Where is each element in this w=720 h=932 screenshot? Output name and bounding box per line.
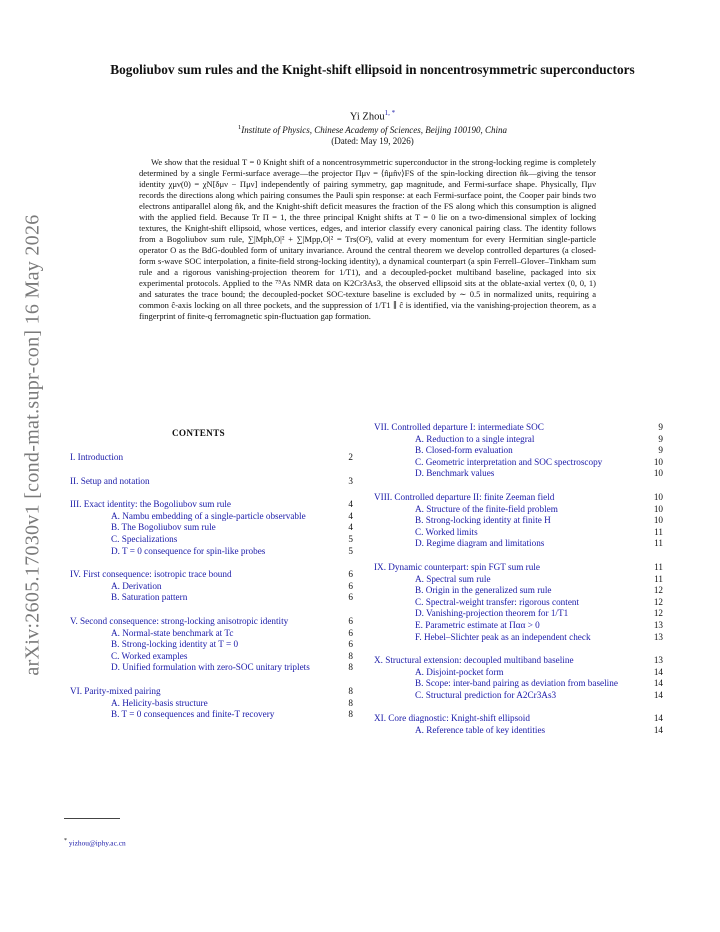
toc-entry-label[interactable]: B. The Bogoliubov sum rule bbox=[111, 522, 216, 533]
toc-subsection-entry[interactable] bbox=[70, 581, 353, 593]
footnote-email-link[interactable]: yizhou@iphy.ac.cn bbox=[68, 838, 126, 848]
paper-title: Bogoliubov sum rules and the Knight-shift ellipsoid in noncentrosymmetric superconductors bbox=[110, 62, 635, 77]
toc-entry-label[interactable]: B. Origin in the generalized sum rule bbox=[415, 585, 552, 596]
toc-entry-label[interactable]: V. Second consequence: strong-locking anisotropic identity bbox=[70, 615, 289, 626]
toc-entry-label[interactable]: A. Disjoint-pocket form bbox=[415, 666, 504, 677]
toc-page-number: 10 bbox=[653, 468, 663, 479]
toc-page-number: 3 bbox=[348, 475, 353, 486]
toc-entry-label[interactable]: B. Strong-locking identity at T = 0 bbox=[111, 639, 239, 650]
toc-entry-label[interactable]: A. Normal-state benchmark at Tc bbox=[111, 627, 234, 638]
author-name: Yi Zhou bbox=[349, 111, 385, 123]
toc-page-number: 14 bbox=[653, 725, 663, 736]
toc-subsection-entry[interactable] bbox=[70, 511, 353, 523]
toc-section-entry[interactable] bbox=[374, 492, 663, 504]
footnote-rule bbox=[64, 818, 120, 819]
toc-entry-label[interactable]: C. Specializations bbox=[111, 533, 178, 544]
toc-subsection-entry[interactable] bbox=[374, 468, 663, 480]
toc-entry-label[interactable]: I. Introduction bbox=[70, 452, 124, 462]
toc-entry-label[interactable]: D. Vanishing-projection theorem for 1/T1 bbox=[415, 608, 569, 619]
toc-subsection-entry[interactable] bbox=[374, 585, 663, 597]
toc-page-number: 13 bbox=[653, 631, 663, 642]
toc-page-number: 5 bbox=[348, 533, 353, 544]
toc-subsection-entry[interactable] bbox=[70, 709, 353, 721]
toc-page-number: 14 bbox=[653, 666, 663, 677]
toc-page-number: 11 bbox=[654, 573, 663, 584]
toc-entry-label[interactable]: C. Geometric interpretation and SOC spectroscopy bbox=[415, 456, 603, 467]
toc-page-number: 14 bbox=[653, 689, 663, 700]
toc-entry-label[interactable]: A. Structure of the finite-field problem bbox=[415, 503, 558, 514]
toc-entry-label[interactable]: II. Setup and notation bbox=[70, 475, 150, 486]
toc-entry-label[interactable]: B. Closed-form evaluation bbox=[415, 445, 513, 456]
toc-page-number: 12 bbox=[653, 596, 663, 607]
toc-section-entry[interactable] bbox=[374, 562, 663, 574]
toc-entry-label[interactable]: B. Scope: inter-band pairing as deviation from baseline bbox=[415, 678, 618, 689]
toc-page-number: 6 bbox=[348, 569, 353, 580]
toc-entry-label[interactable]: C. Worked examples bbox=[111, 650, 188, 661]
toc-page-number: 10 bbox=[653, 491, 663, 502]
toc-subsection-entry[interactable] bbox=[374, 690, 663, 702]
toc-section-entry[interactable] bbox=[374, 655, 663, 667]
toc-page-number: 11 bbox=[654, 526, 663, 537]
toc-entry-label[interactable]: C. Structural prediction for A2Cr3As3 bbox=[415, 689, 557, 700]
toc-subsection-entry[interactable] bbox=[70, 662, 353, 674]
toc-entry-label[interactable]: C. Worked limits bbox=[415, 526, 478, 537]
toc-entry-label[interactable]: A. Reduction to a single integral bbox=[415, 433, 535, 444]
toc-page-number: 11 bbox=[654, 538, 663, 549]
toc-entry-label[interactable]: A. Nambu embedding of a single-particle observable bbox=[111, 510, 306, 521]
toc-page-number: 8 bbox=[348, 650, 353, 661]
toc-entry-label[interactable]: A. Reference table of key identities bbox=[415, 725, 546, 736]
toc-entry-label[interactable]: B. Strong-locking identity at finite H bbox=[415, 515, 551, 526]
toc-page-number: 12 bbox=[653, 585, 663, 596]
toc-page-number: 9 bbox=[658, 445, 663, 456]
toc-page-number: 2 bbox=[348, 452, 353, 462]
toc-entry-label[interactable]: D. Regime diagram and limitations bbox=[415, 538, 545, 549]
arxiv-stamp: arXiv:2605.17030v1 [cond-mat.supr-con] 16 May 2026 bbox=[21, 214, 44, 676]
toc-section-entry[interactable] bbox=[374, 422, 663, 434]
toc-right-column bbox=[374, 422, 663, 737]
toc-subsection-entry[interactable] bbox=[70, 628, 353, 640]
toc-subsection-entry[interactable] bbox=[374, 597, 663, 609]
toc-page-number: 4 bbox=[348, 522, 353, 533]
toc-page-number: 10 bbox=[653, 515, 663, 526]
toc-subsection-entry[interactable] bbox=[70, 698, 353, 710]
toc-page-number: 8 bbox=[348, 709, 353, 720]
toc-section-entry[interactable] bbox=[374, 713, 663, 725]
toc-entry-label[interactable]: VI. Parity-mixed pairing bbox=[70, 685, 161, 696]
toc-page-number: 8 bbox=[348, 662, 353, 673]
toc-entry-label[interactable]: III. Exact identity: the Bogoliubov sum rule bbox=[70, 499, 232, 510]
toc-page-number: 10 bbox=[653, 503, 663, 514]
toc-subsection-entry[interactable] bbox=[70, 651, 353, 663]
toc-subsection-entry[interactable] bbox=[374, 515, 663, 527]
author-line bbox=[100, 109, 645, 123]
toc-subsection-entry[interactable] bbox=[374, 620, 663, 632]
toc-subsection-entry[interactable] bbox=[70, 534, 353, 546]
toc-entry-label[interactable]: X. Structural extension: decoupled multiband baseline bbox=[374, 655, 574, 666]
toc-entry-label[interactable]: IX. Dynamic counterpart: spin FGT sum rule bbox=[374, 561, 540, 572]
toc-subsection-entry[interactable] bbox=[70, 546, 353, 558]
affiliation bbox=[100, 124, 645, 135]
footnote-mark: * bbox=[64, 838, 67, 844]
toc-subsection-entry[interactable] bbox=[70, 522, 353, 534]
toc-subsection-entry[interactable] bbox=[374, 678, 663, 690]
toc-subsection-entry[interactable] bbox=[374, 574, 663, 586]
toc-entry-label[interactable]: IV. First consequence: isotropic trace bound bbox=[70, 569, 232, 580]
toc-entry-label[interactable]: VII. Controlled departure I: intermediate SOC bbox=[374, 422, 544, 432]
toc-entry-label[interactable]: E. Parametric estimate at Παα > 0 bbox=[415, 619, 540, 630]
affiliation-text: Institute of Physics, Chinese Academy of Sciences, Beijing 100190, China bbox=[241, 125, 508, 135]
toc-entry-label[interactable]: XI. Core diagnostic: Knight-shift ellipsoid bbox=[374, 713, 530, 724]
toc-entry-label[interactable]: A. Derivation bbox=[111, 580, 162, 591]
toc-page-number: 6 bbox=[348, 615, 353, 626]
toc-page-number: 14 bbox=[653, 678, 663, 689]
toc-page-number: 14 bbox=[653, 713, 663, 724]
toc-page-number: 13 bbox=[653, 655, 663, 666]
toc-entry-label[interactable]: VIII. Controlled departure II: finite Zeeman field bbox=[374, 491, 555, 502]
toc-left-column bbox=[70, 452, 353, 721]
date-line: (Dated: May 19, 2026) bbox=[331, 136, 414, 146]
toc-subsection-entry[interactable] bbox=[374, 632, 663, 644]
toc-entry-label[interactable]: D. Benchmark values bbox=[415, 468, 495, 479]
contents-heading: CONTENTS bbox=[172, 428, 225, 438]
toc-subsection-entry[interactable] bbox=[374, 725, 663, 737]
toc-subsection-entry[interactable] bbox=[374, 445, 663, 457]
toc-page-number: 9 bbox=[658, 433, 663, 444]
toc-subsection-entry[interactable] bbox=[374, 608, 663, 620]
author-marks[interactable]: 1, * bbox=[384, 109, 396, 117]
toc-entry-label[interactable]: D. Unified formulation with zero-SOC unitary triplets bbox=[111, 662, 310, 673]
toc-subsection-entry[interactable] bbox=[374, 434, 663, 446]
toc-subsection-entry[interactable] bbox=[70, 592, 353, 604]
toc-page-number: 6 bbox=[348, 627, 353, 638]
toc-subsection-entry[interactable] bbox=[70, 639, 353, 651]
toc-page-number: 11 bbox=[654, 561, 663, 572]
toc-page-number: 5 bbox=[348, 545, 353, 556]
toc-page-number: 6 bbox=[348, 592, 353, 603]
toc-page-number: 12 bbox=[653, 608, 663, 619]
footnote bbox=[64, 838, 126, 847]
toc-section-entry[interactable] bbox=[70, 452, 353, 464]
toc-page-number: 6 bbox=[348, 580, 353, 591]
toc-entry-label[interactable]: D. T = 0 consequence for spin-like probes bbox=[111, 545, 266, 556]
toc-subsection-entry[interactable] bbox=[374, 538, 663, 550]
toc-page-number: 9 bbox=[658, 422, 663, 432]
toc-entry-label[interactable]: A. Helicity-basis structure bbox=[111, 697, 208, 708]
toc-page-number: 13 bbox=[653, 619, 663, 630]
toc-section-entry[interactable] bbox=[70, 499, 353, 511]
toc-page-number: 8 bbox=[348, 697, 353, 708]
toc-subsection-entry[interactable] bbox=[374, 667, 663, 679]
toc-page-number: 6 bbox=[348, 639, 353, 650]
affiliation-mark: 1 bbox=[237, 124, 242, 131]
toc-page-number: 10 bbox=[653, 456, 663, 467]
toc-subsection-entry[interactable] bbox=[374, 504, 663, 516]
toc-section-entry[interactable] bbox=[70, 569, 353, 581]
toc-page-number: 4 bbox=[348, 510, 353, 521]
toc-entry-label[interactable]: C. Spectral-weight transfer: rigorous content bbox=[415, 596, 580, 607]
toc-entry-label[interactable]: B. Saturation pattern bbox=[111, 592, 188, 603]
toc-page-number: 4 bbox=[348, 499, 353, 510]
toc-entry-label[interactable]: B. T = 0 consequences and finite-T recovery bbox=[111, 709, 275, 720]
toc-section-entry[interactable] bbox=[70, 616, 353, 628]
toc-section-entry[interactable] bbox=[70, 476, 353, 488]
toc-entry-label[interactable]: A. Spectral sum rule bbox=[415, 573, 491, 584]
toc-section-entry[interactable] bbox=[70, 686, 353, 698]
toc-entry-label[interactable]: F. Hebel–Slichter peak as an independent check bbox=[415, 631, 591, 642]
toc-page-number: 8 bbox=[348, 685, 353, 696]
toc-subsection-entry[interactable] bbox=[374, 457, 663, 469]
abstract: We show that the residual T = 0 Knight shift of a noncentrosymmetric superconductor in the strong-locking regime is completely determined by a single Fermi-surface average—the projector Πμν = ⟨n̂μn̂ν⟩FS of the spin-locking direction n̂k—giving the tensor identity χμν(0) = χN[δμν − Πμν] independently of pairing symmetry, gap magnitude, and Fermi-surface shape. Physically, Πμν records the directions along which pairing consumes the Pauli spin response: at each Fermi-surface point, the Cooper pair binds two electrons antiparallel along n̂k, and the Knight-shift deficit measures the fraction of the FS along which this consumption is aligned with the applied field. Because Tr Π = 1, the three principal Knight shifts at T = 0 lie on a two-dimensional simplex of locking textures, the Knight-shift ellipsoid, whose vertices, edges, and interior classify every canonical pairing class. The identity follows from a Bogoliubov sum rule, ∑|Mph,O|² + ∑|Mpp,O|² = Trs(O²), valid at every momentum for every Hermitian single-particle operator O as the BdG-doubled form of unitary invariance. Around the central theorem we develop controlled departures (a closed-form s-wave SOC interpolation, a finite-field strong-locking identity), a dynamical counterpart (a spin Ferrell–Glover–Tinkham sum rule and a rigorous vanishing-projection theorem for 1/T1), and a decoupled-pocket multiband baseline, packaged into six experimental protocols. Applied to the ⁷⁵As NMR data on K2Cr3As3, the observed ellipsoid sits at the oblate-axial vertex (0, 0, 1) and saturates the trace bound; the decoupled-pocket SOC-texture baseline is excluded by ∼ 0.5 in normalized units, requiring a common ĉ-axis locking on all three pockets, and the suppression of 1/T1 ∥ ĉ is identified, via the vanishing-projection theorem, as a fingerprint of finite-q ferromagnetic spin-fluctuation gap formation. bbox=[139, 157, 596, 322]
toc-subsection-entry[interactable] bbox=[374, 527, 663, 539]
